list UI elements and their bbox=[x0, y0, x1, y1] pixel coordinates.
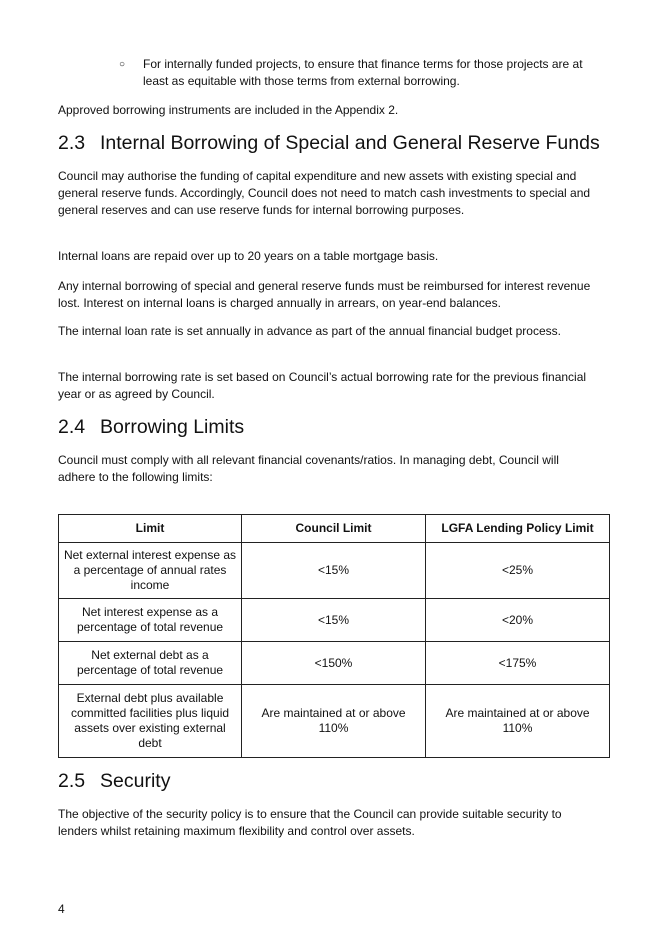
table-row bbox=[59, 599, 610, 642]
cell-council-limit: <15% bbox=[242, 599, 426, 642]
bullet-marker: ○ bbox=[119, 59, 126, 70]
section-2-3-paragraph-4: The internal loan rate is set annually in advance as part of the annual financial budget process. bbox=[58, 324, 561, 338]
cell-council-limit: <15% bbox=[242, 543, 426, 599]
approved-instruments-paragraph: Approved borrowing instruments are included in the Appendix 2. bbox=[58, 103, 399, 117]
section-2-5-title: Security bbox=[100, 770, 171, 792]
section-2-3-paragraph-3: Any internal borrowing of special and general reserve funds must be reimbursed for interest revenue lost. Interest on internal loans is charged annually in arrears, on year-end balances. bbox=[58, 279, 591, 310]
section-2-5-heading bbox=[58, 769, 170, 793]
section-2-4-number: 2.4 bbox=[58, 416, 86, 438]
header-limit: Limit bbox=[59, 515, 242, 543]
cell-limit: Net external debt as a percentage of total revenue bbox=[59, 642, 242, 685]
page-number: 4 bbox=[58, 902, 65, 916]
cell-lgfa-limit: <25% bbox=[426, 543, 610, 599]
section-2-5-number: 2.5 bbox=[58, 770, 86, 792]
cell-limit: Net external interest expense as a percentage of annual rates income bbox=[59, 543, 242, 599]
section-2-3-paragraph-5: The internal borrowing rate is set based on Council’s actual borrowing rate for the previous financial year or as agreed by Council. bbox=[58, 370, 587, 401]
section-2-5-paragraph: The objective of the security policy is to ensure that the Council can provide suitable security to lenders whilst retaining maximum flexibility and control over assets. bbox=[58, 807, 562, 838]
section-2-3-paragraph-2: Internal loans are repaid over up to 20 years on a table mortgage basis. bbox=[58, 249, 439, 263]
table-row bbox=[59, 642, 610, 685]
bullet-text: For internally funded projects, to ensure that finance terms for those projects are at least as equitable with those terms from external borrowing. bbox=[143, 57, 583, 88]
table-row bbox=[59, 685, 610, 758]
cell-limit: External debt plus available committed facilities plus liquid assets over existing external debt bbox=[59, 685, 242, 758]
section-2-3-title: Internal Borrowing of Special and General Reserve Funds bbox=[100, 132, 600, 154]
header-council-limit: Council Limit bbox=[242, 515, 426, 543]
table-header-row bbox=[59, 515, 610, 543]
section-2-3-heading bbox=[58, 131, 600, 155]
section-2-4-title: Borrowing Limits bbox=[100, 416, 245, 438]
section-2-4-heading bbox=[58, 415, 244, 439]
section-2-4-intro: Council must comply with all relevant financial covenants/ratios. In managing debt, Council will adhere to the following limits: bbox=[58, 453, 559, 484]
table-row bbox=[59, 543, 610, 599]
cell-limit: Net interest expense as a percentage of total revenue bbox=[59, 599, 242, 642]
cell-lgfa-limit: <20% bbox=[426, 599, 610, 642]
section-2-3-number: 2.3 bbox=[58, 132, 86, 154]
cell-council-limit: <150% bbox=[242, 642, 426, 685]
cell-lgfa-limit: Are maintained at or above 110% bbox=[426, 685, 610, 758]
borrowing-limits-table bbox=[58, 514, 610, 758]
section-2-3-paragraph-1: Council may authorise the funding of capital expenditure and new assets with existing special and general reserve funds. Accordingly, Council does not need to match cash investments to special and general reserves and can use reserve funds for internal borrowing purposes. bbox=[58, 169, 591, 217]
header-lgfa-limit: LGFA Lending Policy Limit bbox=[426, 515, 610, 543]
cell-lgfa-limit: <175% bbox=[426, 642, 610, 685]
cell-council-limit: Are maintained at or above 110% bbox=[242, 685, 426, 758]
